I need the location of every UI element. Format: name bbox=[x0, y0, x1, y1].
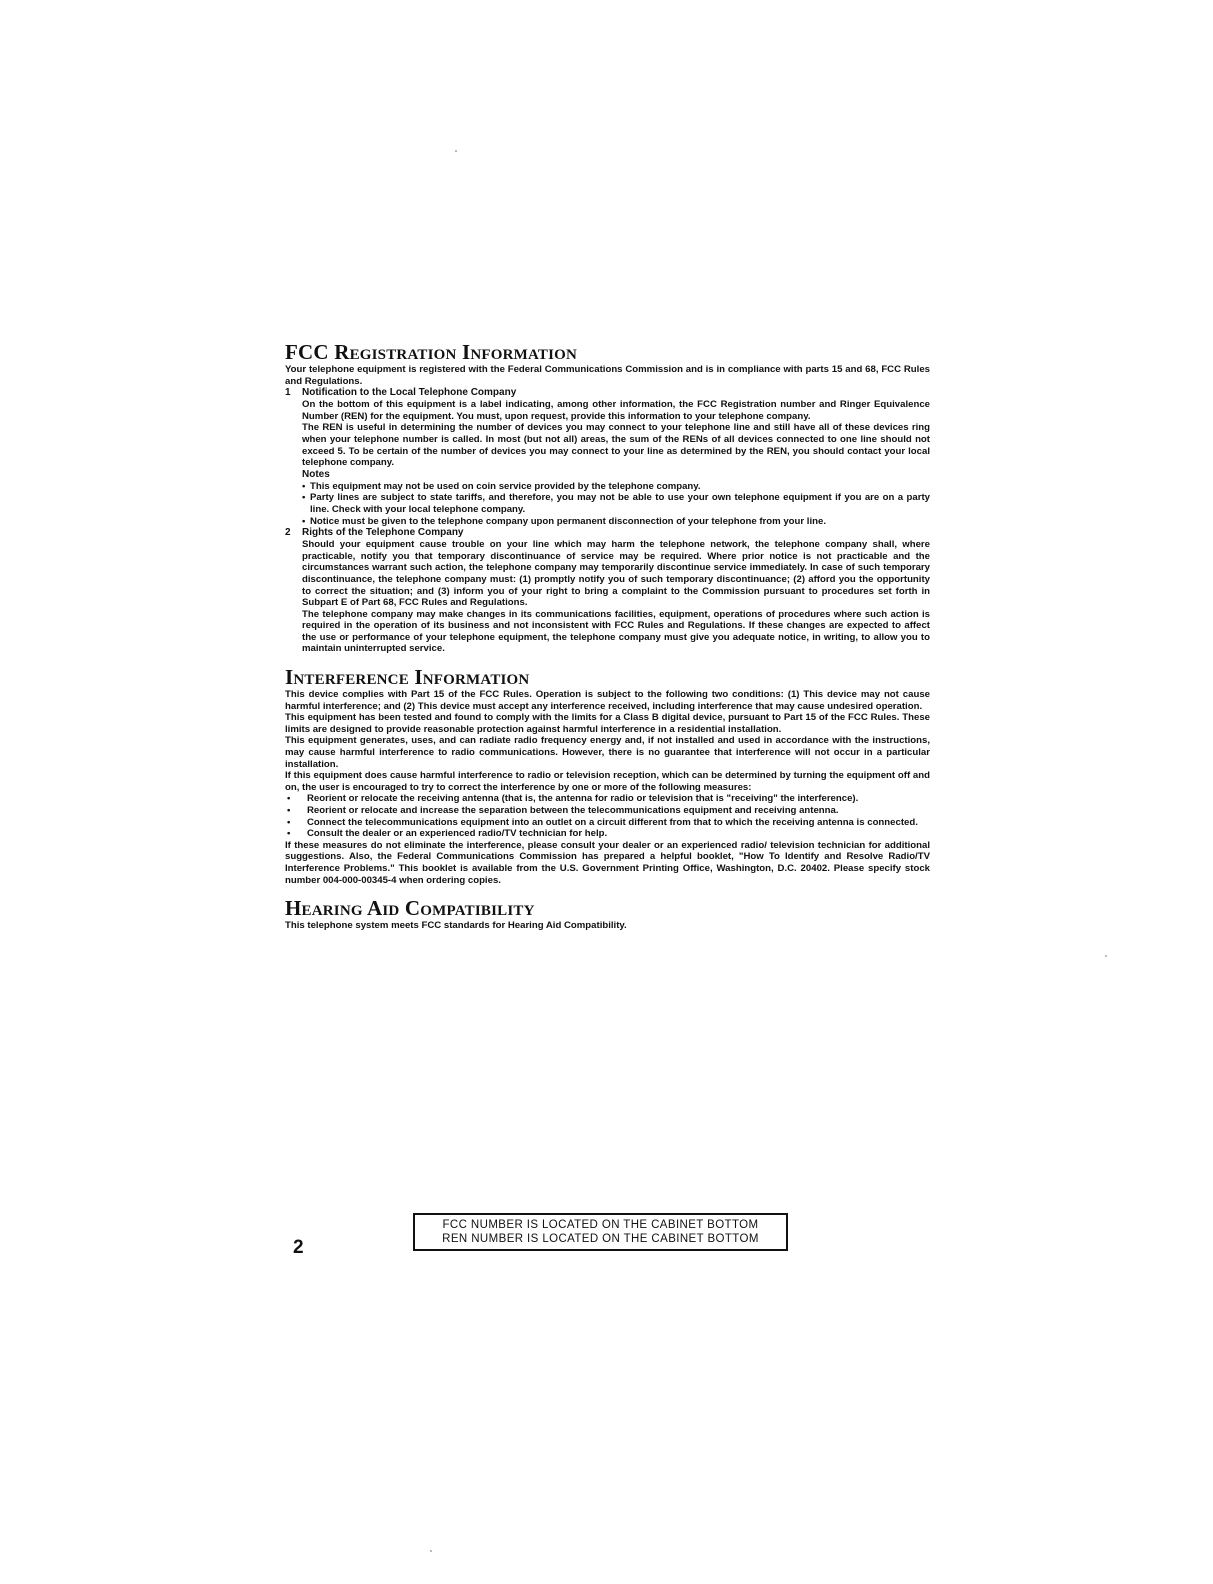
item-1-paragraph-2: The REN is useful in determining the number of devices you may connect to your telephone line and still have all of these devices ring when your telephone number is called. In most (but not all) areas, the sum of the RENs of all devices connected to one line should not exceed 5. To be certain of the number of devices you may connect to your line as determined by the REN, you should contact your local telephone company. bbox=[302, 422, 930, 469]
hearing-aid-title: Hearing Aid Compatibility bbox=[285, 896, 535, 921]
interference-paragraph-3: This equipment generates, uses, and can radiate radio frequency energy and, if not installed and used in accordance with the instructions, may cause harmful interference to radio communications. However, there is no guarantee that interference will not occur in a particular installation. bbox=[285, 735, 930, 770]
fcc-label-line-2: REN NUMBER IS LOCATED ON THE CABINET BOTTOM bbox=[442, 1233, 759, 1245]
fcc-registration-intro: Your telephone equipment is registered with the Federal Communications Commission and is in compliance with parts 15 and 68, FCC Rules and Regulations. bbox=[285, 364, 930, 387]
manual-page bbox=[285, 340, 930, 932]
measure-item: • Reorient or relocate and increase the separation between the telecommunications equipment and receiving antenna. bbox=[285, 805, 930, 817]
item-1-heading-text: Notification to the Local Telephone Company bbox=[302, 387, 517, 399]
item-2-paragraph-1: Should your equipment cause trouble on your line which may harm the telephone network, the telephone company shall, where practicable, notify you that temporary discontinuance of service may be required. Where prior notice is not practicable and the circumstances warrant such action, the telephone company may temporarily discontinue service immediately. In case of such temporary discontinuance, the telephone company must: (1) promptly notify you of such temporary discontinuance; (2) afford you the opportunity to correct the situation; and (3) inform you of your right to bring a complaint to the Commission pursuant to procedures set forth in Subpart E of Part 68, FCC Rules and Regulations. bbox=[302, 539, 930, 609]
scan-speck bbox=[455, 150, 457, 152]
hearing-aid-section bbox=[285, 896, 930, 932]
interference-section bbox=[285, 665, 930, 886]
note-item: • Notice must be given to the telephone company upon permanent disconnection of your telephone from your line. bbox=[285, 516, 930, 528]
interference-paragraph-4: If this equipment does cause harmful interference to radio or television reception, which can be determined by turning the equipment off and on, the user is encouraged to try to correct the interference by one or more of the following measures: bbox=[285, 770, 930, 793]
fcc-registration-title: FCC Registration Information bbox=[285, 340, 578, 364]
measure-item: • Reorient or relocate the receiving antenna (that is, the antenna for radio or television that is "receiving" the interference). bbox=[285, 793, 930, 805]
item-1-paragraph-1: On the bottom of this equipment is a label indicating, among other information, the FCC Registration number and Ringer Equivalence Number (REN) for the equipment. You must, upon request, provide this information to your telephone company. bbox=[302, 399, 930, 422]
notes-heading: Notes bbox=[302, 468, 330, 480]
interference-paragraph-5: If these measures do not eliminate the interference, please consult your dealer or an experienced radio/ television technician for additional suggestions. Also, the Federal Communications Commission has prepared a helpful booklet, "How To Identify and Resolve Radio/TV Interference Problems." This booklet is available from the U.S. Government Printing Office, Washington, D.C. 20402. Please specify stock number 004-000-00345-4 when ordering copies. bbox=[285, 839, 930, 886]
item-2-number: 2 bbox=[285, 527, 291, 539]
note-item: • Party lines are subject to state tariffs, and therefore, you may not be able to use your own telephone equipment if you are on a party line. Check with your local telephone company. bbox=[285, 492, 930, 515]
page-number: 2 bbox=[293, 1237, 304, 1258]
notes-list bbox=[285, 481, 930, 527]
measure-item: • Connect the telecommunications equipment into an outlet on a circuit different from that to which the receiving antenna is connected. bbox=[285, 817, 930, 829]
fcc-label-line-1: FCC NUMBER IS LOCATED ON THE CABINET BOTTOM bbox=[442, 1219, 759, 1231]
item-1-heading bbox=[285, 387, 930, 399]
fcc-label-box bbox=[413, 1213, 788, 1251]
hearing-aid-text: This telephone system meets FCC standards for Hearing Aid Compatibility. bbox=[285, 920, 627, 932]
item-2-paragraph-2: The telephone company may make changes in its communications facilities, equipment, operations of procedures where such action is required in the operation of its business and not inconsistent with FCC Rules and Regulations. If these changes are expected to affect the use or performance of your telephone equipment, the telephone company must give you adequate notice, in writing, to allow you to maintain uninterrupted service. bbox=[302, 608, 930, 655]
interference-paragraph-1: This device complies with Part 15 of the FCC Rules. Operation is subject to the following two conditions: (1) This device may not cause harmful interference; and (2) This device must accept any interference received, including interference that may cause undesired operation. bbox=[285, 689, 930, 712]
measures-list bbox=[285, 793, 930, 839]
scan-speck bbox=[1105, 955, 1107, 957]
item-2-heading bbox=[285, 527, 930, 539]
interference-title: Interference Information bbox=[285, 665, 530, 690]
measure-item: • Consult the dealer or an experienced radio/TV technician for help. bbox=[285, 828, 930, 840]
scan-speck bbox=[430, 1550, 432, 1552]
item-1-number: 1 bbox=[285, 387, 291, 399]
item-2-heading-text: Rights of the Telephone Company bbox=[302, 527, 464, 539]
fcc-registration-section bbox=[285, 340, 930, 655]
interference-paragraph-2: This equipment has been tested and found to comply with the limits for a Class B digital device, pursuant to Part 15 of the FCC Rules. These limits are designed to provide reasonable protection against harmful interference in a residential installation. bbox=[285, 712, 930, 735]
note-item: • This equipment may not be used on coin service provided by the telephone company. bbox=[285, 481, 930, 493]
